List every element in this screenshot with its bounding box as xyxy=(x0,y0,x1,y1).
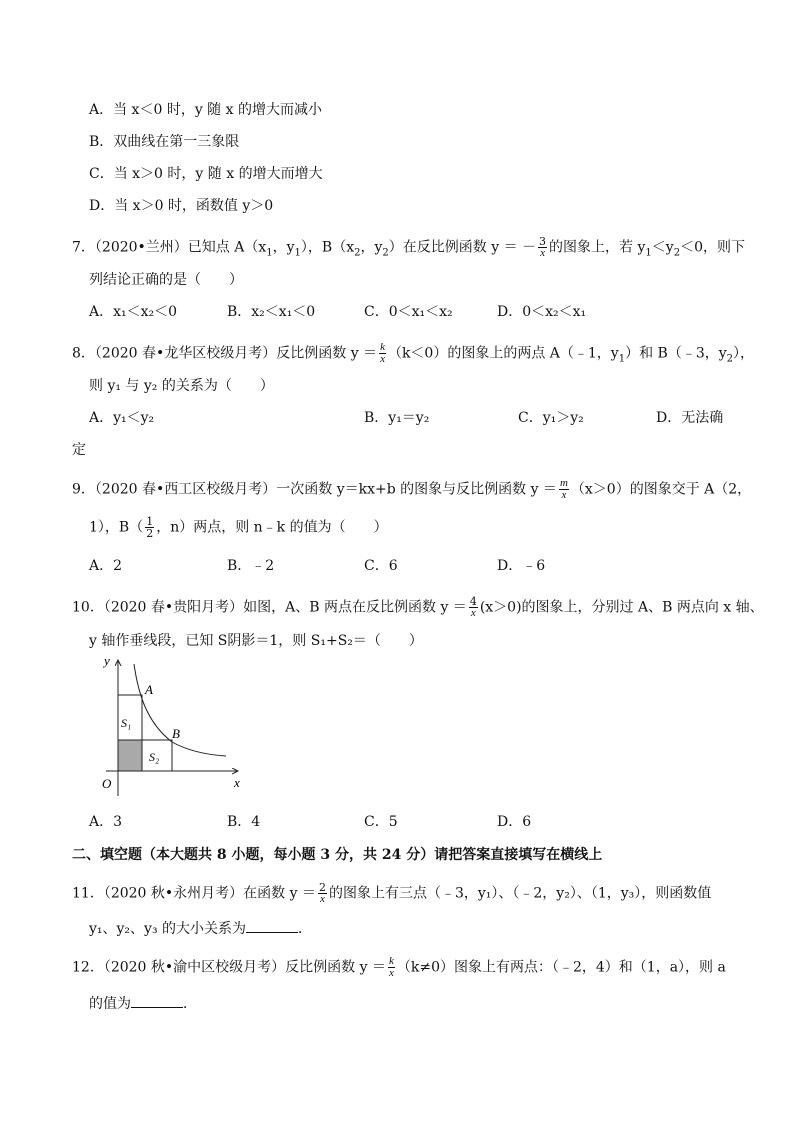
q8-stem: 8．（2020 春•龙华区校级月考）反比例函数 y ＝ $\frac{k}{x}$ （k＜0）的图象上的两点 A（﹣1，$y_1$）和 B（﹣3，$y_2$）， xyxy=(72,341,755,365)
label-s2: S₂ xyxy=(149,750,160,764)
hyperbola-curve xyxy=(134,664,226,756)
q10-stem: 10．（2020 春•贵阳月考）如图，A、B 两点在反比例函数 y ＝ $\frac{4}{x}$ (x＞0)的图象上，分别过 A、B 两点向 x 轴、 xyxy=(72,595,764,619)
q7-fraction: $\frac{3}{x}$ xyxy=(539,235,547,259)
q7-option-a: A．x₁＜x₂＜0 xyxy=(89,304,178,320)
q6-option-d: D．当 x＞0 时，函数值 y＞0 xyxy=(89,198,274,214)
q10-stem-line2: y 轴作垂线段，已知 S阴影＝1，则 S₁+S₂＝（ ） xyxy=(89,633,423,649)
q8-fraction: $\frac{k}{x}$ xyxy=(380,341,385,365)
q8-option-d-wrap: 定 xyxy=(72,442,86,458)
q9-option-d: D．﹣6 xyxy=(497,558,546,574)
q9-option-a: A．2 xyxy=(89,558,123,574)
q8-option-c: C．y₁＞y₂ xyxy=(518,410,584,426)
q8-option-d: D．无法确 xyxy=(656,410,724,426)
q9-option-b: B．﹣2 xyxy=(227,558,275,574)
q7-stem: 7．（2020•兰州）已知点 $A(x_1$，$y_1$），$B(x_2$，$y_2$）在反比例函数 y ＝ － $\frac{3}{x}$ 的图象上，若 $y_1<y_2<0$，则下 xyxy=(72,235,745,259)
q12-fraction: $\frac{k}{x}$ xyxy=(388,955,394,979)
label-a: A xyxy=(145,682,153,697)
label-s1: S₁ xyxy=(121,716,132,730)
q9-option-c: C．6 xyxy=(364,558,398,574)
q7-option-c: C．0＜x₁＜x₂ xyxy=(364,304,453,320)
q10-option-d: D．6 xyxy=(497,814,532,830)
q11-fraction: $\frac{2}{x}$ xyxy=(318,881,326,905)
q7-option-d: D．0＜x₂＜x₁ xyxy=(497,304,587,320)
q6-option-c: C．当 x＞0 时，y 随 x 的增大而增大 xyxy=(89,166,323,182)
label-b: B xyxy=(172,726,180,741)
q7-option-b: B．x₂＜x₁＜0 xyxy=(227,304,316,320)
q10-figure xyxy=(86,652,256,798)
label-y: y xyxy=(104,653,110,668)
section-heading: 二、填空题（本大题共 8 小题，每小题 3 分，共 24 分）请把答案直接填写在横线上 xyxy=(72,847,603,863)
q7-stem-line2: 列结论正确的是（ ） xyxy=(89,272,243,288)
q12-stem-line2: 的值为 ． xyxy=(89,993,197,1014)
q6-option-b: B．双曲线在第一三象限 xyxy=(89,134,240,150)
q12-stem: 12．（2020 秋•渝中区校级月考）反比例函数 y ＝ $\frac{k}{x}$ （k≠0）图象上有两点：（﹣2，4）和（1，a），则 a xyxy=(72,955,726,979)
q8-option-b: B．y₁＝y₂ xyxy=(364,410,430,426)
shaded-region xyxy=(118,740,142,771)
q11-stem: 11．（2020 秋•永州月考）在函数 y ＝ $\frac{2}{x}$ 的图象上有三点（﹣3，y₁）、（﹣2，y₂）、（1，y₃），则函数值 xyxy=(72,881,712,905)
q10-option-a: A．3 xyxy=(89,814,123,830)
q9-stem: 9．（2020 春•西工区校级月考）一次函数 y＝kx+b 的图象与反比例函数 y ＝ $\frac{m}{x}$ （x＞0）的图象交于 A（2， xyxy=(72,477,752,501)
q9-fraction-half: $\frac{1}{2}$ xyxy=(146,515,154,540)
q8-option-a: A．y₁＜y₂ xyxy=(89,410,155,426)
answer-blank[interactable] xyxy=(131,993,183,1008)
q8-stem-line2: 则 y₁ 与 y₂ 的关系为（ ） xyxy=(89,378,274,394)
q6-option-a: A．当 x＜0 时，y 随 x 的增大而减小 xyxy=(89,102,322,118)
answer-blank[interactable] xyxy=(246,918,298,933)
q10-option-b: B．4 xyxy=(227,814,261,830)
q10-fraction: $\frac{4}{x}$ xyxy=(469,595,477,619)
label-o: O xyxy=(102,776,112,791)
q9-stem-line2: 1），B（ $\frac{1}{2}$ ，n）两点，则 n﹣k 的值为（ ） xyxy=(89,515,388,540)
q11-stem-line2: y₁、y₂、y₃ 的大小关系为 ． xyxy=(89,918,312,939)
label-x: x xyxy=(234,775,240,790)
q9-fraction: $\frac{m}{x}$ xyxy=(559,477,568,501)
q10-option-c: C．5 xyxy=(364,814,398,830)
